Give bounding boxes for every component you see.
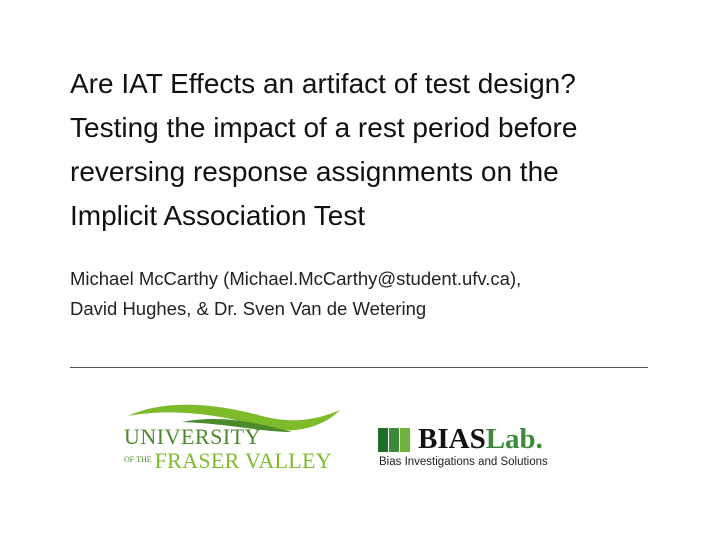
- slide-title: [70, 62, 690, 238]
- ufv-fraser-valley: FRASER VALLEY: [154, 448, 332, 473]
- ufv-logo: [122, 402, 352, 482]
- biaslab-logo: [378, 424, 608, 474]
- title-line: Are IAT Effects an artifact of test design?: [70, 68, 576, 99]
- title-line: reversing response assignments on the: [70, 156, 559, 187]
- title-line: Implicit Association Test: [70, 200, 366, 231]
- authors-line: Michael McCarthy (Michael.McCarthy@student.ufv.ca),: [70, 268, 522, 289]
- authors-block: [70, 264, 690, 324]
- biaslab-wordmark: [418, 422, 543, 456]
- biaslab-tagline: Bias Investigations and Solutions: [379, 456, 548, 468]
- biaslab-blocks-icon: [378, 428, 412, 452]
- ufv-wordmark-line1: UNIVERSITY: [124, 424, 261, 449]
- ufv-wordmark-line2: [124, 448, 332, 474]
- biaslab-name-lab: Lab.: [485, 423, 543, 455]
- divider: [70, 367, 648, 368]
- biaslab-name-bias: BIAS: [418, 423, 486, 455]
- authors-line: David Hughes, & Dr. Sven Van de Wetering: [70, 298, 427, 319]
- title-line: Testing the impact of a rest period before: [70, 112, 578, 143]
- ufv-of-the: OF THE: [124, 455, 152, 464]
